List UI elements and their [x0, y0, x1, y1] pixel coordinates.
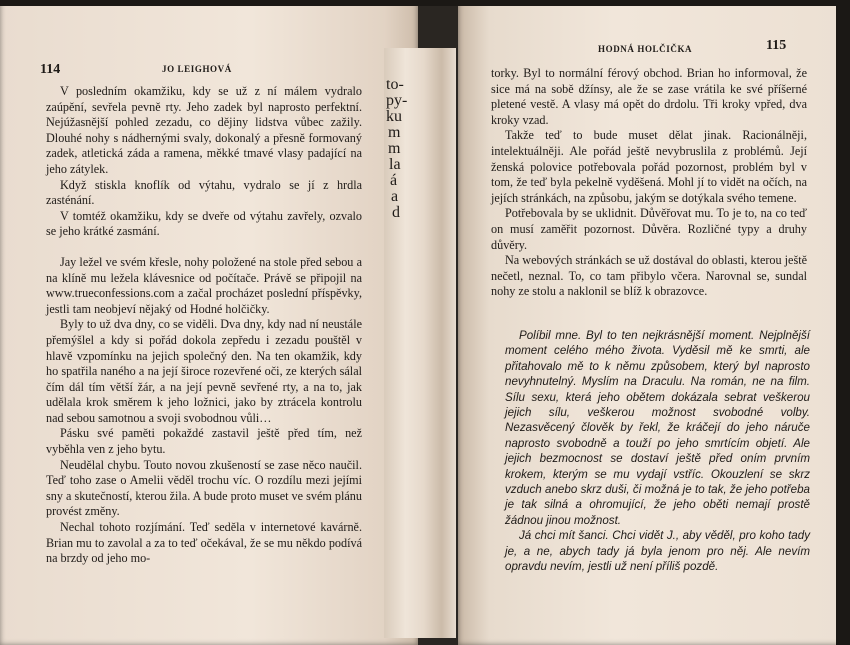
- paragraph: V posledním okamžiku, kdy se už z ní málem vydralo zaúpění, sevřela pevně rty. Jeho zadek byl naprosto perfektní. Nejúžasnější pohled zezadu, co dějiny lidstva vůbec zažily. Dlouhé nohy s nádhernými svaly, dokonalý a přesně formovaný zadek, atletická záda a ramena, měkké tmavé vlasy padající na jeho zátylek.: [46, 84, 362, 176]
- paragraph: Takže teď to bude muset dělat jinak. Racionálněji, intelektuálněji. Ale pořád ještě nevybruslila z problémů. Její ženská polovice potřebovala pořád pozornost, problém byl v tom, že teď byla pekelně vyděšená. Mohl jí to vidět na očích, na jejích stránkách, na způsobu, jakým se dotýkala svého temene.: [491, 128, 807, 205]
- paragraph: Políbil mne. Byl to ten nejkrásnější moment. Nejplnější moment celého mého života. Vyděsil mě ke smrti, ale přitahovalo mě to k němu způsobem, který byl naprosto nevyhnutelný. Myslím na Draculu. Na román, ne na film. Sílu sexu, která jeho obětem dokázala sebrat veškerou jejich sílu, veškerou možnost svobodné volby. Nezasvěcený člověk by řekl, že kráčejí do jeho náruče naprosto svobodně a touží po jeho smrtícím objetí. Ale jejich bezmocnost se dostaví ještě před oním prvním krokem, kterým se mu vydají vstříc. Okouzlení se skrz vzduch anebo skrz duši, či možná je to tak, že jeho potřeba je tak silná a ohromující, že jeho oběti nemají prostě žádnou jinou možnost.: [505, 329, 810, 527]
- left-running-head: JO LEIGHOVÁ: [162, 64, 232, 74]
- gutter-fragment: la: [389, 156, 401, 173]
- left-page-text: [46, 84, 362, 567]
- right-page-number: 115: [766, 38, 787, 53]
- diary-excerpt: [505, 328, 810, 575]
- right-edge-shadow: [836, 0, 850, 645]
- paragraph: Nechal tohoto rozjímání. Teď seděla v internetové kavárně. Brian mu to zavolal a za to teď očekával, že se mu někdo podívá na brzdy od jeho mo-: [46, 520, 362, 566]
- paragraph: Já chci mít šanci. Chci vidět J., aby věděl, pro koho tady je, a ne, abych tady já byla jenom pro něj. Ale nevím opravdu nevím, jestli už není příliš pozdě.: [505, 529, 810, 574]
- paragraph: Na webových stránkách se už dostával do oblasti, kterou ještě nečetl, neznal. To, co tam přibylo včera. Narovnal se, sundal nohy ze stolu a naklonil se blíž k obrazovce.: [491, 253, 807, 299]
- gutter-fragment: py-: [386, 92, 408, 109]
- paragraph: Když stiskla knoflík od výtahu, vydralo se jí z hrdla zasténání.: [46, 177, 362, 208]
- gutter-fragment: a: [391, 188, 399, 205]
- gutter-fragment: m: [388, 140, 401, 157]
- paragraph: Jay ležel ve svém křesle, nohy položené na stole před sebou a na klíně mu ležela klávesnice od počítače. Právě se připojil na www.trueconfessions.com a začal procházet poslední příspěvky, jestli tam neobjeví nějaký od Hodné holčičky.: [46, 254, 362, 316]
- gutter-fragment: á: [390, 172, 398, 189]
- gutter-fragment: m: [388, 124, 401, 141]
- paragraph: Neudělal chybu. Touto novou zkušeností se zase něco naučil. Teď toho zase o Amelii věděl trochu víc. O rozdílu mezi jejími sny a skutečností, kterou žila. A bude proto muset ve svém plánu provést změny.: [46, 457, 362, 519]
- left-page-number: 114: [40, 62, 61, 77]
- paragraph: Byly to už dva dny, co se viděli. Dva dny, kdy nad ní neustále přemýšlel a kdy si pořád dokola zepředu i zezadu pouštěl v hlavě vzpomínku na jejich společný den. Na ten okamžik, kdy ho spatřila naného a na její široce rozevřené oči, ze kterých sálal čím dál tím větší žár, a na její pevně sevřené rty, a na to, jak udělala krok směrem k jeho ložnici, jako by ztrácela kontrolu nad sebou samotnou a svoji svobodnou vůli…: [46, 317, 362, 425]
- paragraph: Potřebovala by se uklidnit. Důvěřovat mu. To je to, na co teď on musí zaměřit pozornost. Důvěra. Rozličné typy a druhy důvěry.: [491, 206, 807, 252]
- right-running-head: HODNÁ HOLČIČKA: [598, 44, 693, 54]
- paragraph: V tomtéž okamžiku, kdy se dveře od výtahu zavřely, ozvalo se jeho krátké zasmání.: [46, 208, 362, 239]
- gutter-fragment: d: [392, 204, 400, 221]
- gutter-fragment: ku: [386, 108, 402, 125]
- top-edge-shadow: [0, 0, 850, 6]
- paragraph: torky. Byl to normální férový obchod. Brian ho informoval, že sice má na sobě džínsy, ale že se zase vrátila ke své příšerné pletené vestě. A vlasy má opět do drdolu. Tři kroky vpřed, dva kroky vzad.: [491, 66, 807, 127]
- paragraph: Pásku své paměti pokaždé zastavil ještě před tím, než vyběhla ven z jeho bytu.: [46, 426, 362, 457]
- right-page-text: [491, 66, 807, 300]
- gutter-fragment: to-: [386, 76, 404, 93]
